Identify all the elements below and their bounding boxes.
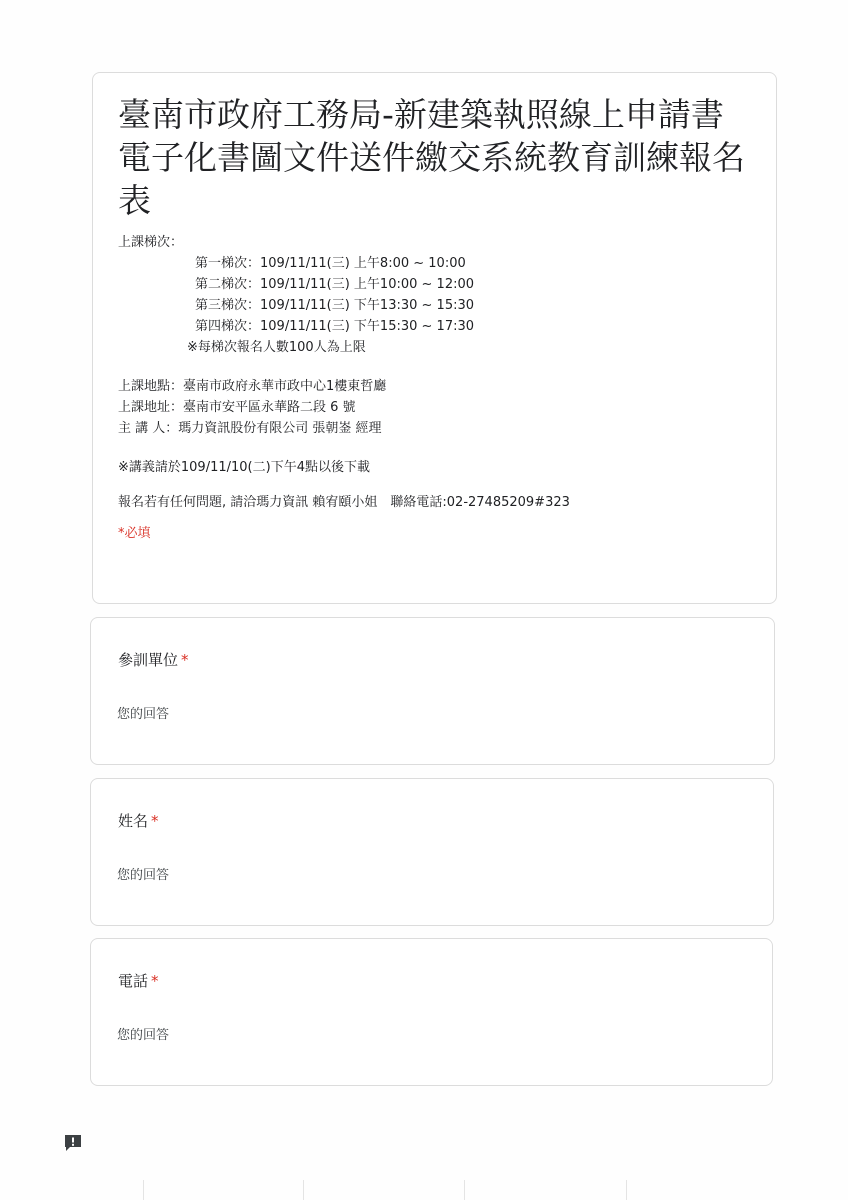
capacity-note: ※每梯次報名人數100人為上限: [187, 340, 366, 355]
venue-text: 上課地點：臺南市政府永華市政中心1樓東哲廳: [118, 379, 387, 394]
question-label-text: 姓名: [118, 812, 149, 830]
required-star: *: [181, 651, 189, 669]
contact-note: 報名若有任何問題, 請洽瑪力資訊 賴宥頤小姐 聯絡電話:02-27485209#323: [118, 495, 570, 510]
form-description: [118, 232, 752, 544]
divider: [464, 1180, 465, 1200]
form-header-card: [92, 72, 777, 604]
required-star: *: [151, 812, 159, 830]
divider: [626, 1180, 627, 1200]
required-note: *必填: [118, 526, 151, 541]
question-card-unit: [90, 617, 775, 765]
phone-input[interactable]: [117, 1025, 377, 1045]
question-card-phone: [90, 938, 773, 1086]
question-label-text: 參訓單位: [118, 651, 179, 669]
question-label-text: 電話: [118, 972, 149, 990]
divider: [303, 1180, 304, 1200]
name-input[interactable]: [117, 865, 377, 885]
session-item: 第四梯次：109/11/11(三) 下午15:30 ~ 17:30: [195, 319, 475, 334]
question-card-name: [90, 778, 774, 926]
question-label: [118, 811, 159, 831]
session-item: 第一梯次：109/11/11(三) 上午8:00 ~ 10:00: [195, 256, 466, 271]
session-item: 第三梯次：109/11/11(三) 下午13:30 ~ 15:30: [195, 298, 475, 313]
exclamation-report-icon[interactable]: [63, 1133, 83, 1153]
divider: [143, 1180, 144, 1200]
speaker-text: 主 講 人：瑪力資訊股份有限公司 張朝崟 經理: [118, 421, 382, 436]
handout-note: ※講義請於109/11/10(二)下午4點以後下載: [118, 460, 370, 475]
question-label: [118, 650, 189, 670]
schedule-heading: 上課梯次：: [118, 235, 184, 250]
address-text: 上課地址：臺南市安平區永華路二段 6 號: [118, 400, 356, 415]
form-title: 臺南市政府工務局-新建築執照線上申請書電子化書圖文件送件繳交系統教育訓練報名表: [118, 95, 745, 220]
question-label: [118, 971, 159, 991]
unit-input[interactable]: [117, 704, 377, 724]
required-star: *: [151, 972, 159, 990]
session-item: 第二梯次：109/11/11(三) 上午10:00 ~ 12:00: [195, 277, 475, 292]
